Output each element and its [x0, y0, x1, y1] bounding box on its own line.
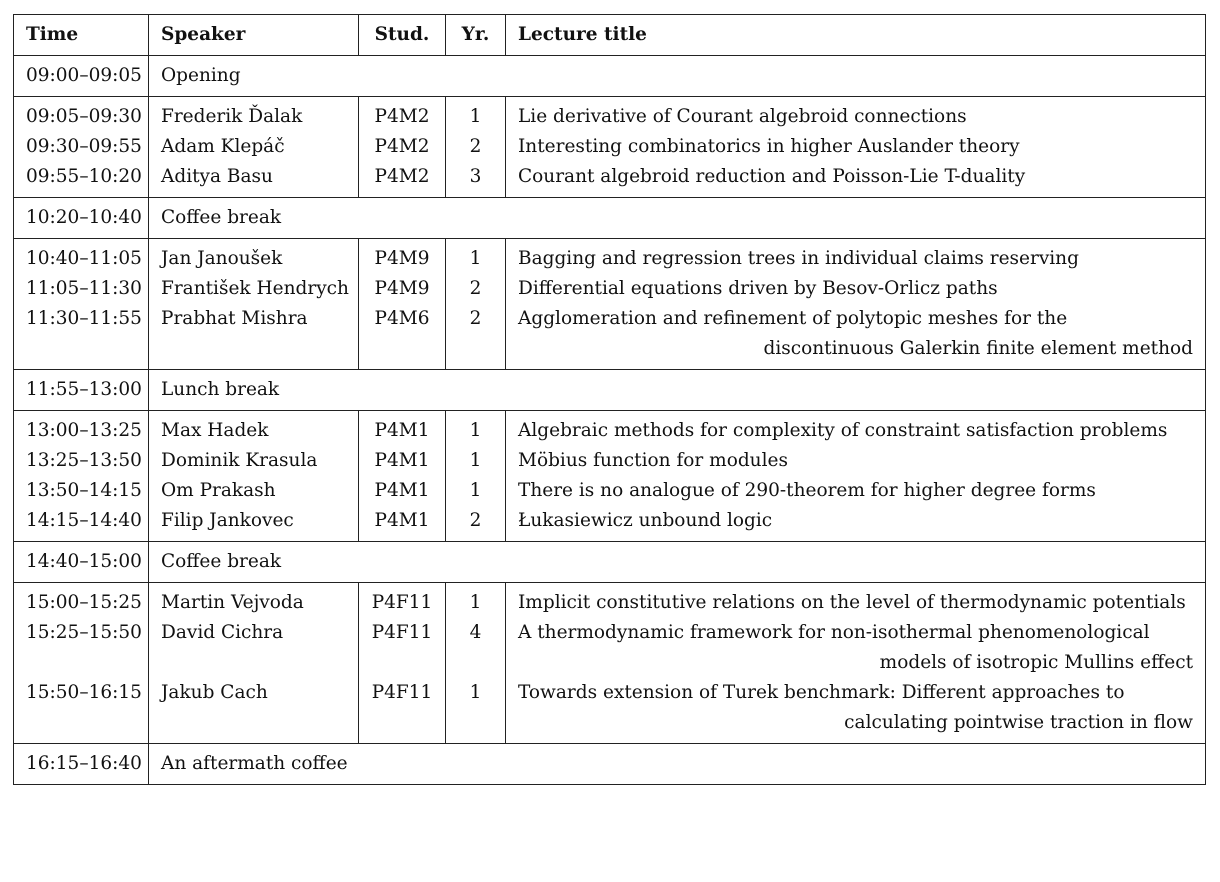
row-stud: P4M1 — [359, 411, 446, 447]
row-title — [506, 506, 1206, 542]
row-speaker: Filip Jankovec — [149, 506, 359, 542]
break-row — [14, 744, 1206, 785]
row-yr: 1 — [446, 446, 506, 476]
row-speaker: Aditya Basu — [149, 162, 359, 198]
row-time: 13:25–13:50 — [14, 446, 149, 476]
row-stud: P4F11 — [359, 583, 446, 619]
lecture-title: Lie derivative of Courant algebroid connections — [518, 106, 967, 127]
row-time: 11:30–11:55 — [14, 304, 149, 370]
row-title — [506, 678, 1206, 744]
break-row — [14, 198, 1206, 239]
row-yr: 1 — [446, 411, 506, 447]
row-title — [506, 476, 1206, 506]
lecture-title: Algebraic methods for complexity of constraint satisfaction problems — [518, 420, 1168, 441]
lecture-title: There is no analogue of 290-theorem for higher degree forms — [518, 480, 1096, 501]
row-yr: 1 — [446, 239, 506, 275]
break-row — [14, 56, 1206, 97]
row-yr: 2 — [446, 506, 506, 542]
row-yr: 3 — [446, 162, 506, 198]
row-yr: 2 — [446, 274, 506, 304]
row-time: 14:40–15:00 — [14, 542, 149, 583]
row-speaker: Dominik Krasula — [149, 446, 359, 476]
talk-row — [14, 239, 1206, 275]
header-yr: Yr. — [446, 15, 506, 56]
talk-row — [14, 583, 1206, 619]
row-time: 10:20–10:40 — [14, 198, 149, 239]
row-time: 09:05–09:30 — [14, 97, 149, 133]
talk-row — [14, 411, 1206, 447]
lecture-title: Interesting combinatorics in higher Auslander theory — [518, 136, 1020, 157]
lecture-title: Courant algebroid reduction and Poisson-Lie T-duality — [518, 166, 1026, 187]
lecture-title: Agglomeration and refinement of polytopic meshes for the — [518, 308, 1068, 329]
row-time: 11:55–13:00 — [14, 370, 149, 411]
lecture-title-cont: discontinuous Galerkin finite element method — [763, 338, 1193, 359]
row-time: 09:30–09:55 — [14, 132, 149, 162]
lecture-title-cont: calculating pointwise traction in flow — [844, 712, 1193, 733]
row-speaker: Frederik Ďalak — [149, 97, 359, 133]
row-stud: P4F11 — [359, 678, 446, 744]
row-speaker: Om Prakash — [149, 476, 359, 506]
row-speaker: David Cichra — [149, 618, 359, 678]
row-title — [506, 239, 1206, 275]
row-stud: P4M6 — [359, 304, 446, 370]
break-label: Coffee break — [149, 542, 1206, 583]
lecture-title: Towards extension of Turek benchmark: Different approaches to — [518, 682, 1125, 703]
break-row — [14, 542, 1206, 583]
break-label: Opening — [149, 56, 1206, 97]
schedule-body — [14, 56, 1206, 785]
row-stud: P4M9 — [359, 274, 446, 304]
row-time: 11:05–11:30 — [14, 274, 149, 304]
break-label: Lunch break — [149, 370, 1206, 411]
lecture-title: Differential equations driven by Besov-Orlicz paths — [518, 278, 998, 299]
talk-row — [14, 446, 1206, 476]
talk-row — [14, 132, 1206, 162]
row-yr: 2 — [446, 304, 506, 370]
row-stud: P4M1 — [359, 506, 446, 542]
row-time: 14:15–14:40 — [14, 506, 149, 542]
header-title: Lecture title — [506, 15, 1206, 56]
row-stud: P4M1 — [359, 446, 446, 476]
row-speaker: Jakub Cach — [149, 678, 359, 744]
row-speaker: Martin Vejvoda — [149, 583, 359, 619]
schedule-table — [13, 14, 1206, 785]
break-label: An aftermath coffee — [149, 744, 1206, 785]
break-label: Coffee break — [149, 198, 1206, 239]
lecture-title-cont: models of isotropic Mullins effect — [879, 652, 1193, 673]
row-title — [506, 274, 1206, 304]
talk-row — [14, 97, 1206, 133]
row-speaker: Prabhat Mishra — [149, 304, 359, 370]
lecture-title: A thermodynamic framework for non-isothermal phenomenological — [518, 622, 1150, 643]
row-speaker: Jan Janoušek — [149, 239, 359, 275]
row-yr: 4 — [446, 618, 506, 678]
row-speaker: Adam Klepáč — [149, 132, 359, 162]
row-title — [506, 583, 1206, 619]
talk-row — [14, 304, 1206, 370]
talk-row — [14, 506, 1206, 542]
header-row — [14, 15, 1206, 56]
row-time: 16:15–16:40 — [14, 744, 149, 785]
row-title — [506, 304, 1206, 370]
row-time: 09:00–09:05 — [14, 56, 149, 97]
row-yr: 1 — [446, 583, 506, 619]
row-title — [506, 162, 1206, 198]
row-speaker: František Hendrych — [149, 274, 359, 304]
row-stud: P4M2 — [359, 97, 446, 133]
talk-row — [14, 618, 1206, 678]
row-title — [506, 97, 1206, 133]
row-time: 10:40–11:05 — [14, 239, 149, 275]
row-yr: 1 — [446, 476, 506, 506]
row-time: 15:00–15:25 — [14, 583, 149, 619]
row-stud: P4M1 — [359, 476, 446, 506]
row-stud: P4M2 — [359, 162, 446, 198]
row-yr: 2 — [446, 132, 506, 162]
talk-row — [14, 162, 1206, 198]
header-stud: Stud. — [359, 15, 446, 56]
talk-row — [14, 274, 1206, 304]
row-title — [506, 132, 1206, 162]
lecture-title: Łukasiewicz unbound logic — [518, 510, 773, 531]
row-time: 13:00–13:25 — [14, 411, 149, 447]
row-time: 15:50–16:15 — [14, 678, 149, 744]
row-time: 15:25–15:50 — [14, 618, 149, 678]
row-time: 09:55–10:20 — [14, 162, 149, 198]
header-time: Time — [14, 15, 149, 56]
break-row — [14, 370, 1206, 411]
lecture-title: Implicit constitutive relations on the level of thermodynamic potentials — [518, 592, 1186, 613]
row-yr: 1 — [446, 678, 506, 744]
row-title — [506, 446, 1206, 476]
lecture-title: Bagging and regression trees in individual claims reserving — [518, 248, 1079, 269]
talk-row — [14, 476, 1206, 506]
talk-row — [14, 678, 1206, 744]
lecture-title: Möbius function for modules — [518, 450, 788, 471]
row-time: 13:50–14:15 — [14, 476, 149, 506]
row-speaker: Max Hadek — [149, 411, 359, 447]
header-speaker: Speaker — [149, 15, 359, 56]
row-yr: 1 — [446, 97, 506, 133]
row-stud: P4F11 — [359, 618, 446, 678]
row-title — [506, 618, 1206, 678]
row-stud: P4M9 — [359, 239, 446, 275]
row-title — [506, 411, 1206, 447]
row-stud: P4M2 — [359, 132, 446, 162]
